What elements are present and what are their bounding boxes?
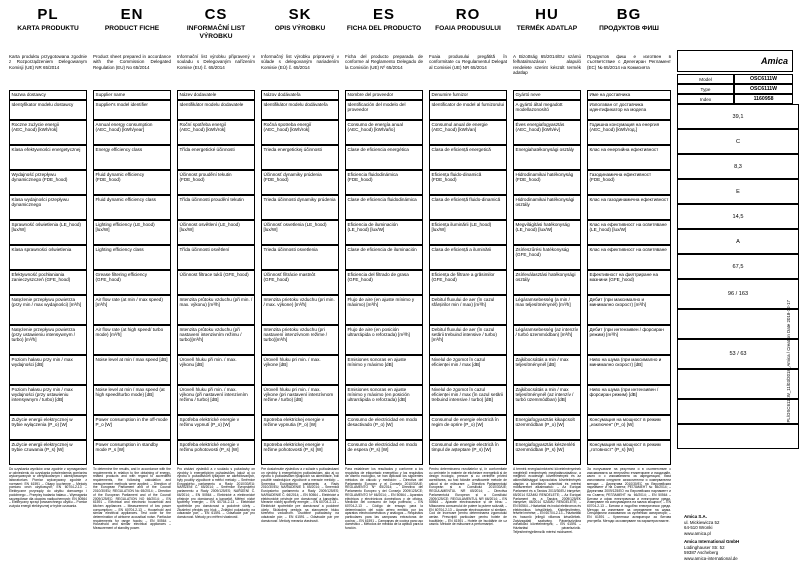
value-11 [677, 399, 799, 424]
column-values [674, 6, 796, 551]
rows-es [345, 90, 423, 465]
row-ro-4: Eficiența iluminării (LE_hood) [lux/W] [429, 220, 507, 245]
row-ro-2: Eficiența fluido-dinamică (FDE_hood) [429, 170, 507, 195]
footer-bg: За получаване на резултати и в съответствие с изискванията за енергийно етикетиране и екодизайн, както и с изискванията за акредитация, бяха използвани следните изчислителни и измервателни методи: – Директива 2010/30/ЕС на Европейския парламент и на Съвета; РЕГЛАМЕНТ № 65/2014; – Директива 2009/125/ЕО на Европейския парламент и на Съвета; РЕГЛАМЕНТ № 66/2014; – EN 50564 – Битови и офис електрически и електронни уреди. Измерване на консумацията на малка мощност; – EN 60704-2-13 – Битови и подобни електрически уреди. Методи за изпитване за определяне на шума. Специфични изисквания за кухненски аспиратори; – EN 61591 – Кухненски аспиратори за битова употреба. Методи за измерване на характеристиките. [587, 467, 671, 523]
lang-title-hu: TERMÉK ADATLAP [516, 25, 578, 32]
row-ro-5: Clasa de eficiență a iluminării [429, 245, 507, 270]
row-pl-10: Poziom hałasu przy min / max wydajności (przy ustawieniu intensywnym / turbo) [dB] [9, 385, 87, 415]
row-es-1: Clase de eficiencia energética [345, 145, 423, 170]
column-bg [584, 6, 674, 551]
row-sk-1: Trieda energetickej účinnosti [261, 145, 339, 170]
row-sk-3: Trieda účinnosti dynamiky prúdenia [261, 195, 339, 220]
row-bg-4: Клас на ефективност на осветяване (LE_hood) [lux/W] [587, 220, 671, 245]
row-hu-2: Hidrodinamikai hatékonyság (FDE_hood) [513, 170, 581, 195]
row-bg-7: Дебит (при максимално и минимално скорост) [m³/h] [587, 295, 671, 325]
rows-pl [9, 90, 87, 465]
ident-label-bg: Използван от доставчика идентификатор на модела [587, 100, 671, 120]
lang-intro-es: Ficha del producto preparada de conforme al Reglamento Delegado de la Comisión (UE) Nº 65/2014 [345, 54, 423, 70]
value-7: 96 / 163 [677, 279, 799, 309]
row-cs-4: Účinnost osvětlení (LE_hood) [lux/W] [177, 220, 255, 245]
row-en-11: Power consumption in the off-mode P_o [W] [93, 415, 171, 440]
lang-title-en: PRODUCT FICHE [104, 25, 160, 32]
value-12 [677, 424, 799, 449]
row-en-7: Air flow rate (at min / max speed) [m³/h] [93, 295, 171, 325]
ident-label-sk: Identifikátor modelu dodávateľa [261, 100, 339, 120]
row-en-1: Energy efficiency class [93, 145, 171, 170]
address-line-1: Amica S.A. [684, 514, 707, 519]
value-8 [677, 309, 799, 339]
column-es [342, 6, 426, 551]
supplier-label-cs: Název dodavatele [177, 90, 255, 100]
supplier-label-en: Supplier name [93, 90, 171, 100]
column-hu [510, 6, 584, 551]
row-ro-12: Consumul de energie electrică în timpul de așteptare (P_s) [W] [429, 440, 507, 465]
address-line-3: 64-510 Wronki [684, 525, 713, 530]
side-code-text: PL/OSC6111W_11/03/2018_Amica / Creation Date 2018-12-17 [786, 300, 791, 423]
lang-intro-pl: Karta produktu przygotowana zgodnie z Rozporządzeniem Delegowanym Komisji (UE) NR 65/2014 [9, 54, 87, 70]
row-pl-5: Klasa sprawności oświetlenia [9, 245, 87, 270]
row-bg-11: Консумация на мощност в режим „изключен" (P_o) [W] [587, 415, 671, 440]
row-es-4: Eficiencia de iluminación (LE_hood) [lux/W] [345, 220, 423, 245]
address-line-6: Lüdinghauser Str. 52 [684, 544, 725, 550]
value-index-label: Index [677, 94, 734, 104]
address-line-5: Amica International GmbH [684, 539, 740, 544]
value-index: 1160958 [734, 94, 793, 104]
lang-intro-cs: Informační list výrobku připravený v souladu s Delegovaným nařízením Komise (EU) č. 65/2014 [177, 54, 255, 70]
row-cs-2: Účinnost proudění tekutin (FDE_hood) [177, 170, 255, 195]
supplier-label-bg: Име на доставчика [587, 90, 671, 100]
row-es-3: Clase de eficiencia fluidodinámica [345, 195, 423, 220]
row-sk-7: Intenzita prietoku vzduchu (pri min. / max. výkone) [m³/h] [261, 295, 339, 325]
row-sk-10: Úroveň hluku pri min. / max. výkone (pri nastavení intenzívnom režime / turbo) [dB] [261, 385, 339, 415]
row-sk-4: Účinnosť osvetlenia (LE_hood) [lux/W] [261, 220, 339, 245]
row-es-6: Eficiencia del filtrado de grasa (GFE_hood) [345, 270, 423, 295]
lang-code-bg: BG [616, 6, 642, 23]
row-hu-4: Megvilágítási hatékonyság (LE_hood) [lux/W] [513, 220, 581, 245]
row-hu-8: Légáramsebesség (az intenzív / turbó üzemmódban) [m³/h] [513, 325, 581, 355]
value-1: C [677, 129, 799, 154]
row-es-0: Consumo de energía anual (AEC_hood) [kWh/año] [345, 120, 423, 145]
ident-label-cs: Identifikátor modelu dodavatele [177, 100, 255, 120]
document-side-code [786, 300, 800, 540]
row-ro-0: Consumul anual de energie (AEC_hood) [kWh/an] [429, 120, 507, 145]
value-5: A [677, 229, 799, 254]
supplier-label-ro: Denumire furnizor [429, 90, 507, 100]
value-type: OSC6111W [734, 84, 793, 94]
row-ro-9: Nivelul de zgomot în cazul eficienței min / max [dB] [429, 355, 507, 385]
lang-title-cs: INFORMAČNÍ LIST VÝROBKU [186, 25, 246, 40]
value-10 [677, 369, 799, 399]
row-pl-8: Natężenie przepływu powietrza (przy ustawieniu intensywnym / turbo) [m³/h] [9, 325, 87, 355]
row-sk-5: Trieda účinnosti osvetlenia [261, 245, 339, 270]
lang-title-ro: FOAIA PRODUSULUI [435, 25, 501, 32]
row-sk-6: Účinnosť filtrácie mastnôt (GFE_hood) [261, 270, 339, 295]
language-columns [6, 6, 796, 551]
row-en-2: Fluid dynamic efficiency (FDE_hood) [93, 170, 171, 195]
row-bg-9: Ниво на шума (при максимално и минимално скорост) [dB] [587, 355, 671, 385]
row-pl-2: Wydajność przepływu dynamicznego (FDE_hood) [9, 170, 87, 195]
row-cs-1: Třída energetické účinnosti [177, 145, 255, 170]
row-hu-5: Zsírleszűrési hatékonyság (GFE_hood) [513, 245, 581, 270]
value-9: 53 / 63 [677, 339, 799, 369]
supplier-label-pl: Nazwa dostawcy [9, 90, 87, 100]
rows-en [93, 90, 171, 465]
row-ro-8: Debitul fluxului de aer (în cazul setării trebuind intensive / turbo) [m³/h] [429, 325, 507, 355]
row-pl-0: Roczne zużycie energii (AEC_hood) [kWh/rok] [9, 120, 87, 145]
row-en-3: Fluid dynamic efficiency class [93, 195, 171, 220]
row-hu-1: Energiahatékonysági osztály [513, 145, 581, 170]
column-cs [174, 6, 258, 551]
lang-title-es: FICHA DEL PRODUCTO [346, 25, 422, 32]
row-es-11: Consumo de electricidad en modo desactivado (P_o) [W] [345, 415, 423, 440]
address-line-2: ul. Mickiewicza 52 [684, 519, 720, 525]
row-hu-11: Energiafogyasztás kikapcsolt üzemmódban (P_o) [W] [513, 415, 581, 440]
lang-code-es: ES [372, 6, 395, 23]
lang-title-pl: KARTA PRODUKTU [17, 25, 79, 32]
row-en-12: Power consumption in standby mode P_s [W] [93, 440, 171, 465]
column-ro [426, 6, 510, 551]
ident-label-en: Supplier's model identifier [93, 100, 171, 120]
row-pl-3: Klasa wydajności przepływu dynamicznego [9, 195, 87, 220]
row-cs-12: Spotřeba elektrické energie v režimu pohotovosti (P_s) [W] [177, 440, 255, 465]
rows-bg [587, 90, 671, 465]
row-cs-0: Roční spotřeba energií (AEC_hood) [kWh/rok] [177, 120, 255, 145]
ident-label-hu: A gyártó által megadott modellazonosító [513, 100, 581, 120]
value-3: E [677, 179, 799, 204]
value-2: 8,3 [677, 154, 799, 179]
row-cs-8: Intenzita průtoku vzduchu (při nastavení intenzivním režimu / turbo)[m³/h] [177, 325, 255, 355]
row-es-9: Emisiones sonoras en ajuste mínimo y máximo [dB] [345, 355, 423, 385]
row-pl-1: Klasa efektywności energetycznej [9, 145, 87, 170]
footer-sk: Pre dosiahnutie výsledkov a v súlade s požiadavkami on výrobky k energetickým požiadavkám, ako aj co výrobu k požiadavkám týkajúcich sa akreditácie, boli použité nasledujúce výpočtové a meracie metódy: – Smernica Európskeho parlamentu a Rady 2010/30/EU; NARIADENIE č. 65/2014; – Smernica Európskeho parlamentu a Rady 2009/125/ES; NARIADENIE Č. 66/2014; – EN 50564 – Elektrické a elektronické prístroje pre domácnosť a kanceláriu. Meranie nízkej spotreby energie; – EN 60704-2-13 – Elektrické spotrebiče pre domácnosť a podobné účely. Skúšobný predpis na stanovenie hluku šíreného vzduchom. Osobitné požiadavky na odsávače pár; – EN 61591 – Odsávače pár pre domácnosť. Metódy merania vlastností. [261, 467, 339, 523]
footer-hu: A termék energiacímkézési követelményeinek megfelelő eredmények meghatározásához, a meglévő ecodesign követelmények és az akkreditáltsággal kapcsolatos követelmények alapján a következő számítási és mérési módszereket alkalmaztuk: – Az Európai Parlament és a Tanács 2010/30/EU irányelve; 65/2014 SZÁMÚ RENDELETE; – Az Európai Parlament és a Tanács 2009/125/EK irányelve; 66/2014 SZÁMÚ RENDELETE; – EN 50564 – Háztartási és irodai elektromos és elektronikus készülékek. Kisteljesítmény-felvétel mérése; – EN 60704-2-13 – Háztartási és hasonló jellegű villamos készülékek. Zajvizsgálati szabvány. Páraelszívókra vonatkozó követelmények; – EN 61591 – Háztartási páraelszívók. Teljesítményjellemzők mérési módszerei. [513, 467, 581, 534]
row-en-8: Air flow rate (at high speed/ turbo mode) [m³/h] [93, 325, 171, 355]
row-hu-7: Légáramsebesség (a min / max teljesítménynél) [m³/h] [513, 295, 581, 325]
row-hu-0: Éves energiafogyasztás (AEC_hood) [kWh/év] [513, 120, 581, 145]
column-sk [258, 6, 342, 551]
ident-label-pl: Identyfikator modelu dostawcy [9, 100, 87, 120]
footer-cs: Pro získání výsledků a v souladu s požadavky on výrobky k energetickým požadavkům, jakož aj co výrobu k požadavkům týkajícím se akreditovaných, byly použity výpočtové a měřicí metody: – Směrnice Evropského parlamentu a Rady 2010/30/EU; NAŘÍZENÍ Č. 65/2014; – Směrnice Evropského parlamentu a Rady 2009/125/ES; NAŘÍZENÍ Č. 66/2014; – EN 50564 – Elektrické a elektronické přístroje pro domácnost a kancelář. Měření nízké spotřeby energie; – EN 60704-2-13 – Elektrické spotřebiče pro domácnost a podobné účely – Zkušební předpis pro hluk – Zvláštní požadavky na odsavače par; – EN 61591 – Odsavače par pro domácnost. Metody pro měření vlastností. [177, 467, 255, 519]
lang-title-sk: OPIS VÝROBKU [274, 25, 326, 32]
value-0: 39,1 [677, 104, 799, 129]
row-ro-11: Consumul de energie electrică în regim de oprire (P_o) [W] [429, 415, 507, 440]
lang-intro-bg: Продуктов фиш е изготвен в съответствие с Делегиран Регламент (ЕС) № 65/2014 на Комисията [587, 54, 671, 70]
value-type-label: Type [677, 84, 734, 94]
row-bg-6: Ефективност на филтриране на мазнини (GFE_hood) [587, 270, 671, 295]
row-bg-0: Годишна консумация на енергия (AEC_hood) [kWh/год.] [587, 120, 671, 145]
lang-intro-sk: Informačný list výrobku pripravený v súlade s delegovaným nariadením Komisie (EÚ) č. 65/2014 [261, 54, 339, 70]
row-en-10: Noise level at min / max speed (at high speed/turbo mode) [dB] [93, 385, 171, 415]
value-model-label: Model [677, 74, 734, 84]
lang-code-hu: HU [535, 6, 559, 23]
row-hu-10: Zajkibocsátás a min / max teljesítménynél (az intenzív / turbó üzemmódban) [dB] [513, 385, 581, 415]
lang-code-sk: SK [288, 6, 312, 23]
value-row-type [677, 84, 793, 94]
ident-label-es: Identificación del modelo del proveedor [345, 100, 423, 120]
row-pl-12: Zużycie energii elektrycznej w trybie czuwania (P_s) [W] [9, 440, 87, 465]
row-es-5: Clase de eficiencia de iluminación [345, 245, 423, 270]
value-model: OSC6111W [734, 74, 793, 84]
rows-sk [261, 90, 339, 465]
lang-intro-hu: A Bizottság 65/2014/EU számú felhatalmazáson alapuló rendelete szerint készült termék adatlap [513, 54, 581, 76]
row-bg-3: Клас на газодинамична ефективност [587, 195, 671, 220]
row-bg-12: Консумация на мощност в режим „готовност" (P_s) [W] [587, 440, 671, 465]
row-cs-9: Úroveň hluku při min. / max. výkonu [dB] [177, 355, 255, 385]
row-ro-1: Clasa de eficiență energetică [429, 145, 507, 170]
row-cs-11: Spotřeba elektrické energie v režimu vypnutí (P_o) [W] [177, 415, 255, 440]
footer-en: To determine the results, and in accordance with the requirements in relation to the obtaining of energy-related products and with regard to accredited requirements, the following calculation and measurement methods were applied: – Direction of the European Parliament and of the Council 2010/30/EU; REGULATION No 65/2014; – Direction of the European Parliament and of the Council 2009/125/EC; REGULATION NO 66/2014; – EN 61591 – Electrical and electronic household and kitchen appliances – Measurement of low power consumption; – EN 60704-2-13 – Household and similar electrical appliances. Test code for the determination of airborne acoustical noise. Particular requirements for range hoods; – EN 50564 – Household and similar electrical appliances – Measurement of standby power. [93, 467, 171, 530]
row-sk-12: Spotreba elektrickej energie v režime pohotovosti (P_s) [W] [261, 440, 339, 465]
address-line-8: www.amica-international.de [684, 555, 738, 561]
lang-code-en: EN [120, 6, 144, 23]
supplier-label-hu: Gyártó neve [513, 90, 581, 100]
row-pl-11: Zużycie energii elektrycznej w trybie wyłączenia (P_o) [W] [9, 415, 87, 440]
row-en-0: Annual energy consumption (AEC_hood) [kWh/year] [93, 120, 171, 145]
row-ro-10: Nivelul de zgomot în cazul eficienței min / max (în cazul setării trebuind intensive / turbo) [dB] [429, 385, 507, 415]
row-pl-7: Natężenie przepływu powietrza (przy min / max wydajności) [m³/h] [9, 295, 87, 325]
row-en-6: Grease filtering efficiency (GFE_hood) [93, 270, 171, 295]
footer-pl: Do uzyskania wyników oraz zgodnie z wymaganiami w odniesieniu do uzyskania potwierdzenia pomiarów wykonywanych w certyfikowanym i akredytowanym laboratorium. Pomiar wykonywany zgodnie z normami: EN 61591 – Okapy kuchenne – Metody pomiaru cech użytkowych; EN 60704-2-13 – Elektryczne przyrządy do użytku domowego i podobnego – Przepisy badania hałasu – Wymagania szczegółowe dla okapów nadkuchennych; EN 50564 – Elektryczny sprzęt powszechnego użytku – Pomiar zużycia energii elektrycznej w trybie czuwania. [9, 467, 87, 508]
rows-cs [177, 90, 255, 465]
row-sk-9: Úroveň hluku pri min. / max. výkone [dB] [261, 355, 339, 385]
ident-label-ro: Identificator de model al furnizorului [429, 100, 507, 120]
column-en [90, 6, 174, 551]
row-sk-8: Intenzita prietoku vzduchu (pri nastavení intenzívnom režime / turbo)[m³/h] [261, 325, 339, 355]
supplier-label-sk: Názov dodávateľa [261, 90, 339, 100]
row-cs-7: Intenzita průtoku vzduchu (při min. / max. výkonu) [m³/h] [177, 295, 255, 325]
row-pl-6: Efektywność pochłaniania zanieczyszczeń (GFE_hood) [9, 270, 87, 295]
address-line-7: 59387 Ascheberg [684, 550, 719, 555]
rows-ro [429, 90, 507, 465]
value-row-model [677, 74, 793, 84]
lang-title-bg: ПРОДУКТОВ ФИШ [599, 25, 659, 32]
row-pl-4: Sprawność oświetlenia (LE_hood) [lux/W] [9, 220, 87, 245]
row-hu-6: Zsírleválasztási hatékonysági osztály [513, 270, 581, 295]
row-hu-3: Hidrodinamikai hatékonysági osztály [513, 195, 581, 220]
manufacturer-address [684, 514, 784, 561]
row-bg-1: Клас на енергийна ефективност [587, 145, 671, 170]
row-sk-11: Spotreba elektrickej energie v režime vypnutia (P_o) [W] [261, 415, 339, 440]
row-bg-2: Газодинамична ефективност (FDE_hood) [587, 170, 671, 195]
column-pl [6, 6, 90, 551]
address-line-4: www.amica.pl [684, 530, 711, 536]
row-es-8: Flujo de aire (en posición ultrarrápida o reforzada) [m³/h] [345, 325, 423, 355]
row-ro-3: Clasa de eficiență fluido-dinamică [429, 195, 507, 220]
footer-es: Para establecer los resultados y conforme a los requisitos de etiquetado energético y los requisitos de diseño ecológico, se han aplicado los siguientes métodos de cálculo y medición: – Directiva del Parlamento Europeo y el Consejo 2010/30/UE; REGLAMENTO Nº 65/2014; – Directiva del Parlamento Europeo y del Consejo 2009/125/CE; REGLAMENTO Nº 66/2014; – EN 50564 – Aparatos eléctricos y electrónicos domésticos y de oficina. Medición del consumo de baja potencia; – EN 60704-2-13 – Código de ensayo para la determinación del ruido aéreo emitido por los aparatos electrodomésticos y análogos – Requisitos particulares para las campanas extractoras de cocina; – EN 61591 – Campanas de cocina para uso doméstico – Métodos de medida de la aptitud para la función. [345, 467, 423, 530]
row-es-10: Emisiones sonoras en ajuste mínimo y máximo (en posición ultrarrápida o reforzada) [dB] [345, 385, 423, 415]
lang-code-pl: PL [37, 6, 59, 23]
value-row-index [677, 94, 793, 104]
row-cs-5: Třída účinnosti osvětlení [177, 245, 255, 270]
row-cs-3: Třída účinnosti proudění tekutin [177, 195, 255, 220]
row-es-7: Flujo de aire (en ajuste mínimo y máximo) [m³/h] [345, 295, 423, 325]
row-cs-10: Úroveň hluku při min. / max. výkonu (při nastavení intenzivním režimu / turbo) [dB] [177, 385, 255, 415]
brand-logo: Amica [677, 50, 793, 72]
lang-intro-en: Product sheet prepared in accordance with the Commission Delegated Regulation (EU) No 65/2014 [93, 54, 171, 70]
supplier-label-es: Nombre del proveedor [345, 90, 423, 100]
footer-ro: Pentru determinarea rezultatelor și, în conformitate cu cerințele în materie de etichetare energetică și de design ecologic, precum și cu cerințele privind acreditarea, au fost folosite următoarele metode de calcul și de măsurare: – Directiva Parlamentului European și a Consiliului 2010/30/UE; REGULAMENTUL NR 65/2014; – Directiva Parlamentului European și a Consiliului 2009/125/CE; REGULAMENTUL NR 66/2014; – EN 50564 – Aparate electrocasnice și de birou – Măsurarea consumului de putere la putere scăzută; – EN 60704-2-13 – Aparate electrocasnice și similare. Cod de încercare pentru determinarea zgomotului aerian. Prescripții particulare pentru hotele de bucătărie; – EN 61591 – Hotele de bucătărie de uz casnic. Metode de măsurare a performanței. [429, 467, 507, 527]
row-sk-0: Ročná spotreba energií (AEC_hood) [kWh/rok] [261, 120, 339, 145]
row-bg-8: Дебит (при интензивен / форсиран режим) [m³/h] [587, 325, 671, 355]
row-hu-12: Energiafogyasztás készenléti üzemmódban (P_s) [W] [513, 440, 581, 465]
value-rows [677, 74, 793, 449]
row-ro-6: Eficiența de filtrare a grăsimilor (GFE_hood) [429, 270, 507, 295]
row-sk-2: Účinnosť dynamiky prúdenia (FDE_hood) [261, 170, 339, 195]
row-hu-9: Zajkibocsátás a min / max teljesítménynél [dB] [513, 355, 581, 385]
row-bg-5: Клас на ефективност на осветяване [587, 245, 671, 270]
row-en-5: Lighting efficiency class [93, 245, 171, 270]
row-cs-6: Účinnost filtrace tuků (GFE_hood) [177, 270, 255, 295]
value-4: 14,5 [677, 204, 799, 229]
row-es-2: Eficiencia fluidodinámica (FDE_hood) [345, 170, 423, 195]
rows-hu [513, 90, 581, 465]
row-en-4: Lighting efficiency (LE_hood) [lux/W] [93, 220, 171, 245]
row-pl-9: Poziom hałasu przy min / max wydajności [dB] [9, 355, 87, 385]
lang-intro-ro: Foaia produsului pregătită în conformitate cu Regulamentul Delegat al Comisiei (UE) NR 65/2014 [429, 54, 507, 70]
row-en-9: Noise level at min / max speed [dB] [93, 355, 171, 385]
row-ro-7: Debitul fluxului de aer (în cazul sfârșirilor min / max) [m³/h] [429, 295, 507, 325]
lang-code-cs: CS [204, 6, 228, 23]
row-es-12: Consumo de electricidad en modo de espera (P_s) [W] [345, 440, 423, 465]
row-bg-10: Ниво на шума (при интензивен / форсиран режим) [dB] [587, 385, 671, 415]
value-6: 67,5 [677, 254, 799, 279]
lang-code-ro: RO [455, 6, 481, 23]
